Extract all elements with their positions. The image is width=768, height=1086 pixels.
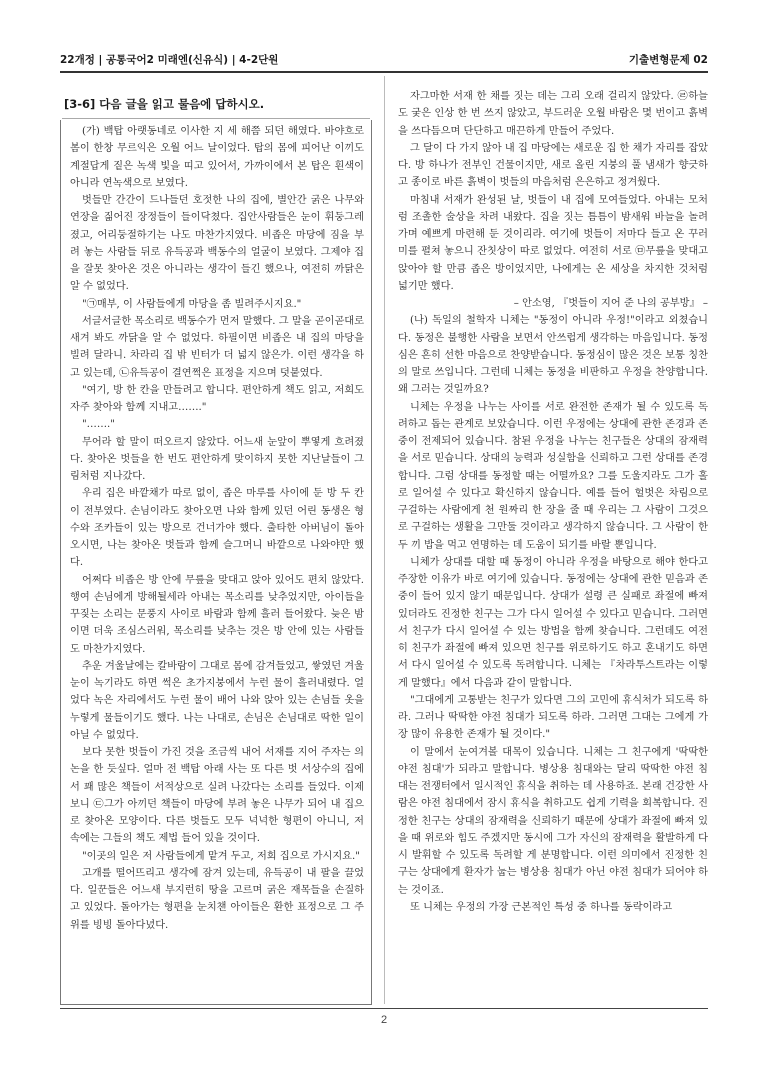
header-divider [60, 71, 708, 73]
dialogue-line: "여기, 방 한 칸을 만들려고 합니다. 편안하게 책도 읽고, 저희도 자주 찾아와 함께 지내고……." [70, 384, 364, 413]
left-column [70, 123, 364, 934]
column-divider [384, 76, 385, 1004]
dialogue-line: "이곳의 일은 저 사람들에게 맡겨 두고, 저희 집으로 가시지요." [82, 850, 360, 862]
paragraph: 보다 못한 벗들이 가진 것을 조금씩 내어 서재를 지어 주자는 의논을 한 듯싶다. 얼마 전 백탑 아래 사는 또 다른 벗 서상수의 집에서 꽤 많은 책들이 서적상으로 실려 나갔다는 소리를 들었다. 이제 보니 ㉢그가 아끼던 책들이 마당에 부려 놓은 나무가 되어 내 집으로 찾아온 모양이다. 다른 벗들도 모두 넉넉한 형편이 아니니, 저 속에는 그들의 책도 제법 들어 있을 것이다. [70, 747, 364, 845]
paragraph: 우리 집은 바깥채가 따로 없이, 좁은 마루를 사이에 둔 방 두 칸이 전부였다. 손님이라도 찾아오면 나와 함께 있던 어린 동생은 형수와 조카들이 있는 방으로 건너가야 했다. 출타한 아버님이 돌아오시면, 나는 찾아온 벗들과 함께 슬그머니 바깥으로 나와야만 했다. [70, 488, 364, 569]
paragraph: 추운 겨울날에는 칼바람이 그대로 몸에 감겨들었고, 쌓였던 겨울 눈이 녹기라도 하면 썩은 초가지붕에서 누런 물이 흘러내렸다. 얼었다 녹은 자리에서도 누런 물이 배어 나와 앉아 있는 손님들 옷을 누렇게 물들이기도 했다. 나는 나대로, 손님은 손님대로 딱한 일이 아닐 수 없었다. [70, 660, 364, 741]
paragraph: 또 니체는 우정의 가장 근본적인 특성 중 하나를 동락이라고 [410, 901, 673, 913]
paragraph: 무어라 할 말이 떠오르지 않았다. 어느새 눈앞이 뿌옇게 흐려졌다. 찾아온 벗들을 한 번도 편안하게 맞이하지 못한 지난날들이 그림처럼 지나갔다. [70, 436, 364, 482]
paragraph: 니체는 우정을 나누는 사이를 서로 완전한 존재가 될 수 있도록 독려하고 돕는 관계로 보았습니다. 이런 우정에는 상대에 관한 존경과 존중이 전제되어 있습니다. 참된 우정을 나누는 친구들은 상대의 잠재력을 서로 믿습니다. 상대의 능력과 성실함을 신뢰하고 그런 상대를 존경합니다. 그럼 상대를 동정할 때는 어떨까요? 그를 도울지라도 그가 홀로 일어설 수 있다고 확신하지 않습니다. 예를 들어 헐벗은 차림으로 구걸하는 사람에게 천 원짜리 한 장을 줄 때 우리는 그 사람이 그것으로 구걸하는 생활을 그만둘 것이라고 생각하지 않습니다. 그 사람이 한두 끼 밥을 먹고 연명하는 데 도움이 되기를 바랄 뿐입니다. [398, 401, 708, 551]
paragraph: (가) 백탑 아랫동네로 이사한 지 세 해쯤 되던 해였다. 바야흐로 봄이 한창 무르익은 오월 어느 날이었다. 탑의 몸에 피어난 이끼도 계절답게 짙은 녹색 빛을 띠고 있어서, 가까이에서 본 탑은 흰색이 아니라 연녹색으로 보였다. [70, 126, 364, 189]
paragraph: 마침내 서재가 완성된 날, 벗들이 내 집에 모여들었다. 아내는 모처럼 조촐한 술상을 차려 내왔다. 집을 짓는 틈틈이 밤새워 바늘을 놀려 가며 예쁘게 마련해 둔 것이리라. 여기에 벗들이 저마다 들고 온 꾸러미를 펼쳐 놓으니 잔칫상이 따로 없었다. 여전히 서로 ㉤무릎을 맞대고 앉아야 할 만큼 좁은 방이었지만, 나에게는 온 세상을 차지한 것처럼 넓기만 했다. [398, 194, 708, 292]
paragraph: 벗들만 간간이 드나들던 호젓한 나의 집에, 별안간 굵은 나무와 연장을 짊어진 장정들이 들이닥쳤다. 집안사람들은 눈이 휘둥그레졌고, 어리둥절하기는 나도 마찬가지였다. 비좁은 마당에 짐을 부려 놓는 사람들 뒤로 유득공과 백동수의 얼굴이 보였다. 그제야 집을 잘못 찾아온 것은 아니라는 생각이 들긴 했으나, 여전히 까닭은 알 수 없었다. [70, 195, 364, 293]
paragraph: 고개를 떨어뜨리고 생각에 잠겨 있는데, 유득공이 내 팔을 끌었다. 일꾼들은 어느새 부지런히 땅을 고르며 굵은 재목들을 손질하고 있었다. 돌아가는 형편을 눈치챈 아이들은 환한 표정으로 그 주위를 빙빙 돌아다녔다. [70, 867, 364, 931]
paragraph: 자그마한 서재 한 채를 짓는 데는 그리 오래 걸리지 않았다. ㉣하늘도 궂은 인상 한 번 쓰지 않았고, 부드러운 오월 바람은 몇 번이고 흙벽을 쓰다듬으며 단단하고 매끈하게 만들어 주었다. [398, 91, 708, 137]
quotation: "그대에게 고통받는 친구가 있다면 그의 고민에 휴식처가 되도록 하라. 그러나 딱딱한 야전 침대가 되도록 하라. 그러면 그대는 그에게 가장 많이 유용한 존재가 될 것이다." [398, 694, 708, 741]
paragraph: 그 달이 다 가지 않아 내 집 마당에는 새로운 집 한 채가 자리를 잡았다. 방 하나가 전부인 건물이지만, 새로 올린 지붕의 풀 냄새가 향긋하고 종이로 바른 흙벽이 벗들의 마음처럼 은은하고 정겨웠다. [398, 142, 708, 189]
paragraph: 니체가 상대를 대할 때 동정이 아니라 우정을 바탕으로 해야 한다고 주장한 이유가 바로 여기에 있습니다. 동정에는 상대에 관한 믿음과 존중이 들어 있지 않기 때문입니다. 상대가 설령 큰 실패로 좌절에 빠져 있더라도 진정한 친구는 그가 다시 일어설 수 있다고 믿습니다. 그러면서 친구가 다시 일어설 수 있는 방법을 함께 찾습니다. 그런데도 여전히 친구가 좌절에 빠져 있으면 친구를 위로하기도 하고 혼내기도 하면서 다시 일어설 수 있도록 독려합니다. 니체는 『차라투스트라는 이렇게 말했다』에서 다음과 같이 말합니다. [398, 556, 708, 689]
header-course-info: 22개정 | 공통국어2 미래엔(신유식) | 4-2단원 [60, 54, 279, 66]
header-section-title: 기출변형문제 02 [628, 54, 708, 66]
footer-divider [60, 1008, 708, 1009]
paragraph: 어쩌다 비좁은 방 안에 무릎을 맞대고 앉아 있어도 편치 않았다. 행여 손님에게 방해될세라 아내는 목소리를 낮추었지만, 아이들을 꾸짖는 소리는 문풍지 사이로 바람과 함께 흘러 들어왔다. 늦은 밤이면 더욱 조심스러워, 목소리를 낮추는 것은 방 안에 있는 사람들도 마찬가지였다. [70, 574, 364, 655]
paragraph: (나) 독일의 철학자 니체는 "동정이 아니라 우정!"이라고 외쳤습니다. 동정은 불행한 사람을 보면서 안쓰럽게 생각하는 마음입니다. 동정심은 흔히 선한 마음으로 찬양받습니다. 동정심이 많은 것은 보통 칭찬의 말로 쓰입니다. 그런데 니체는 동정을 비판하고 우정을 찬양합니다. 왜 그러는 것일까요? [398, 315, 708, 396]
source-citation: – 안소영, 『벗들이 지어 준 나의 공부방』 – [513, 298, 708, 309]
paragraph: 서글서글한 목소리로 백동수가 먼저 말했다. 그 말을 곧이곧대로 새겨 봐도 까닭을 알 수 없었다. 하필이면 비좁은 내 집의 마당을 빌려 달라니. 차라리 집 밖 빈터가 더 넓지 않은가. 이런 생각을 하고 있는데, ㉡유득공이 결연쩍은 표정을 지으며 덧붙였다. [70, 315, 364, 379]
question-heading-rule [62, 118, 370, 119]
dialogue-line: "㉠매부, 이 사람들에게 마당을 좀 빌려주시지요." [82, 298, 302, 310]
right-column [398, 88, 708, 916]
page-number: 2 [380, 1014, 388, 1026]
paragraph: 이 말에서 눈여겨볼 대목이 있습니다. 니체는 그 친구에게 '딱딱한 야전 침대'가 되라고 말합니다. 병상용 침대와는 달리 딱딱한 야전 침대는 전쟁터에서 일시적인 휴식을 취하는 데 사용하죠. 본래 건강한 사람은 야전 침대에서 잠시 휴식을 취하고도 쉽게 기력을 회복합니다. 진정한 친구는 상대의 잠재력을 신뢰하기 때문에 상대가 좌절에 빠져 있을 때 위로와 힘도 주겠지만 동시에 그가 자신의 잠재력을 활발하게 다시 발휘할 수 있도록 독려할 게 분명합니다. 이런 의미에서 진정한 친구는 상대에게 환자가 눕는 병상용 침대가 아닌 야전 침대가 되어야 하는 것이죠. [398, 746, 708, 896]
dialogue-line: "……." [82, 419, 115, 431]
question-heading: [3-6] 다음 글을 읽고 물음에 답하시오. [64, 97, 265, 111]
